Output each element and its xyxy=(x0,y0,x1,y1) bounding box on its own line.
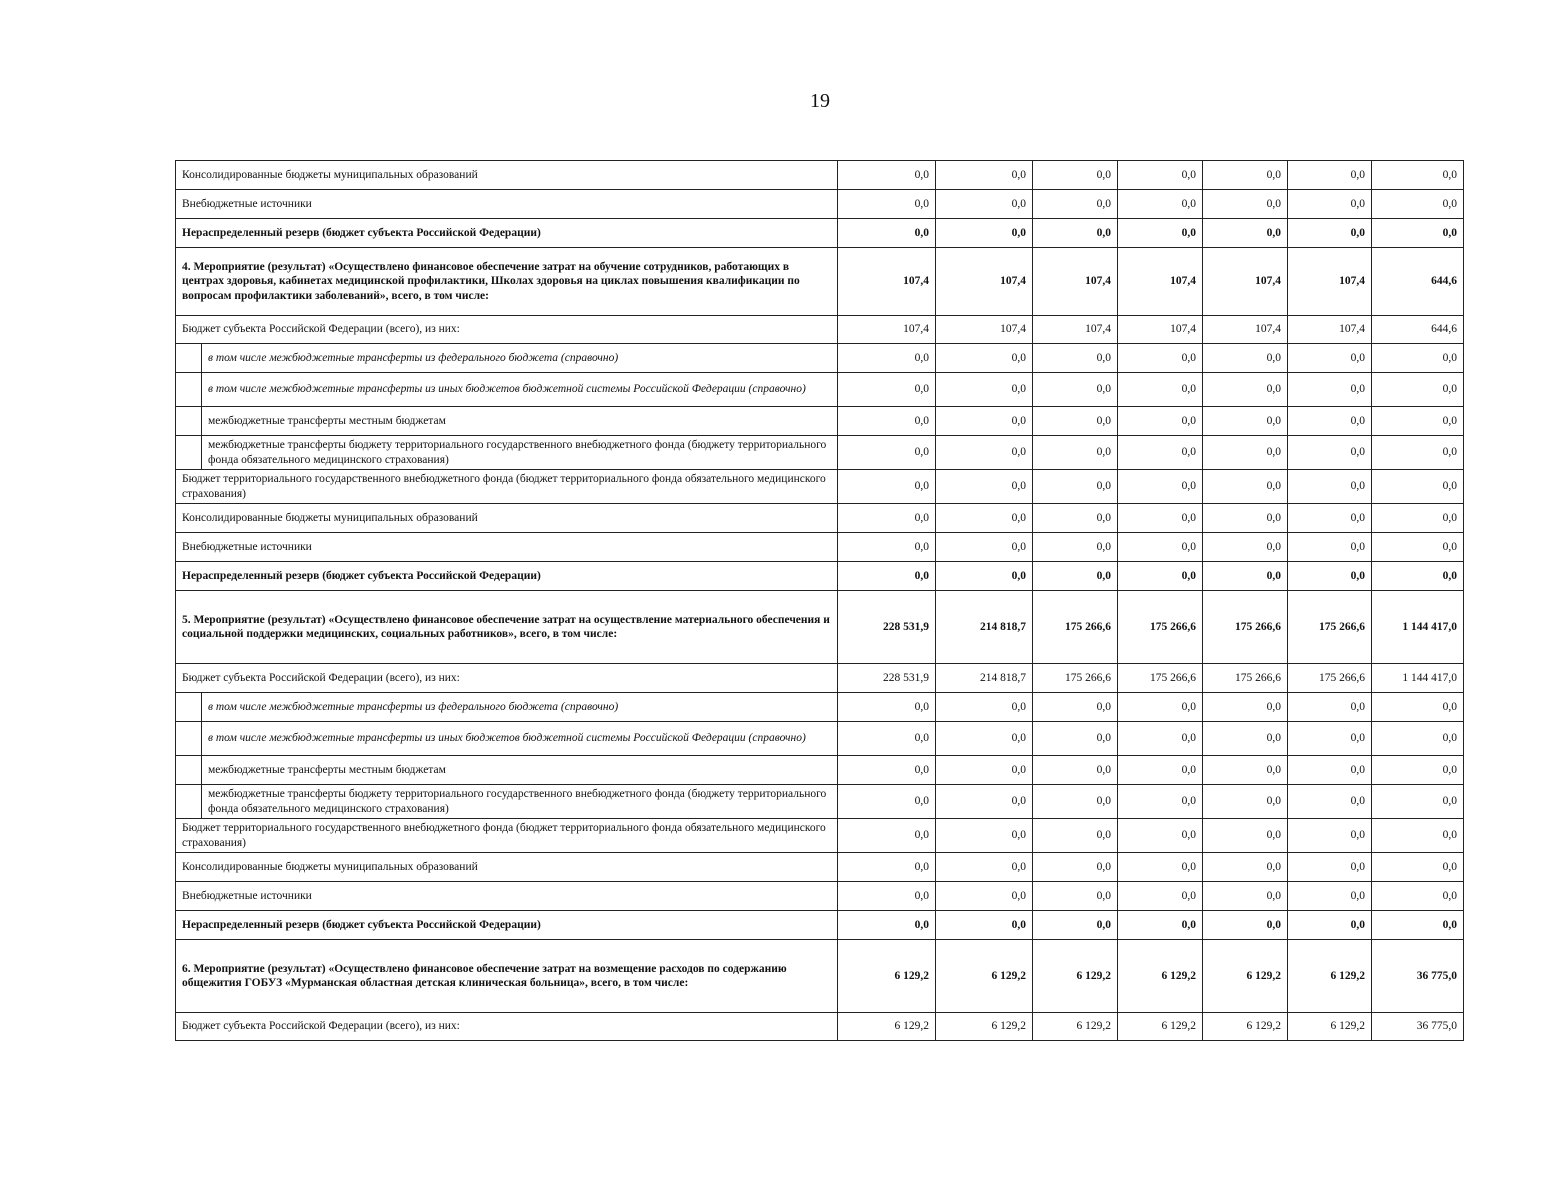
table-row xyxy=(176,693,1464,722)
value-cell: 0,0 xyxy=(1203,785,1288,819)
value-cell: 0,0 xyxy=(1118,436,1203,470)
value-cell: 6 129,2 xyxy=(1033,1013,1118,1041)
value-cell: 0,0 xyxy=(1288,470,1372,504)
value-cell: 6 129,2 xyxy=(1033,940,1118,1013)
value-cell: 107,4 xyxy=(838,316,936,344)
value-cell: 0,0 xyxy=(1372,785,1464,819)
value-cell: 0,0 xyxy=(1288,722,1372,756)
row-label: в том числе межбюджетные трансферты из федерального бюджета (справочно) xyxy=(202,693,838,722)
page-number: 19 xyxy=(810,90,830,112)
value-cell: 228 531,9 xyxy=(838,591,936,664)
value-cell: 0,0 xyxy=(936,722,1033,756)
row-label: Консолидированные бюджеты муниципальных образований xyxy=(176,504,838,533)
value-cell: 0,0 xyxy=(1372,819,1464,853)
value-cell: 0,0 xyxy=(1288,562,1372,591)
indent-cell xyxy=(176,722,202,756)
value-cell: 107,4 xyxy=(936,316,1033,344)
value-cell: 6 129,2 xyxy=(936,1013,1033,1041)
value-cell: 175 266,6 xyxy=(1118,664,1203,693)
table-row xyxy=(176,785,1464,819)
value-cell: 0,0 xyxy=(1033,190,1118,219)
table-row xyxy=(176,940,1464,1013)
budget-table xyxy=(175,160,1464,1041)
table-row xyxy=(176,344,1464,373)
table-row xyxy=(176,882,1464,911)
value-cell: 175 266,6 xyxy=(1288,591,1372,664)
value-cell: 0,0 xyxy=(1203,407,1288,436)
row-label: Бюджет субъекта Российской Федерации (всего), из них: xyxy=(176,316,838,344)
value-cell: 6 129,2 xyxy=(838,940,936,1013)
row-label: Внебюджетные источники xyxy=(176,190,838,219)
row-label: межбюджетные трансферты бюджету территориального государственного внебюджетного фонда (бюджету территориального фонда обязательного медицинского страхования) xyxy=(202,785,838,819)
row-label: Нераспределенный резерв (бюджет субъекта Российской Федерации) xyxy=(176,219,838,248)
value-cell: 0,0 xyxy=(936,882,1033,911)
value-cell: 0,0 xyxy=(1203,344,1288,373)
row-label: Нераспределенный резерв (бюджет субъекта Российской Федерации) xyxy=(176,562,838,591)
row-label: Внебюджетные источники xyxy=(176,533,838,562)
value-cell: 0,0 xyxy=(1118,219,1203,248)
value-cell: 0,0 xyxy=(838,190,936,219)
value-cell: 0,0 xyxy=(838,853,936,882)
value-cell: 214 818,7 xyxy=(936,591,1033,664)
value-cell: 0,0 xyxy=(1033,756,1118,785)
value-cell: 0,0 xyxy=(1288,407,1372,436)
table-row xyxy=(176,436,1464,470)
value-cell: 0,0 xyxy=(1203,853,1288,882)
value-cell: 0,0 xyxy=(1118,344,1203,373)
value-cell: 107,4 xyxy=(1118,316,1203,344)
value-cell: 107,4 xyxy=(1288,316,1372,344)
value-cell: 0,0 xyxy=(1372,756,1464,785)
value-cell: 0,0 xyxy=(1372,722,1464,756)
value-cell: 0,0 xyxy=(1372,504,1464,533)
row-label: 5. Мероприятие (результат) «Осуществлено финансовое обеспечение затрат на осуществление материального обеспечения и социальной поддержки медицинских, социальных работников», всего, в том числе: xyxy=(176,591,838,664)
table-row xyxy=(176,819,1464,853)
value-cell: 0,0 xyxy=(1033,911,1118,940)
value-cell: 0,0 xyxy=(838,562,936,591)
value-cell: 107,4 xyxy=(838,248,936,316)
value-cell: 0,0 xyxy=(1118,693,1203,722)
value-cell: 107,4 xyxy=(1118,248,1203,316)
value-cell: 0,0 xyxy=(838,785,936,819)
value-cell: 0,0 xyxy=(1033,373,1118,407)
value-cell: 0,0 xyxy=(1372,436,1464,470)
table-row xyxy=(176,756,1464,785)
value-cell: 0,0 xyxy=(1372,911,1464,940)
value-cell: 0,0 xyxy=(838,219,936,248)
value-cell: 6 129,2 xyxy=(936,940,1033,1013)
value-cell: 0,0 xyxy=(838,756,936,785)
row-label: Нераспределенный резерв (бюджет субъекта Российской Федерации) xyxy=(176,911,838,940)
value-cell: 0,0 xyxy=(936,756,1033,785)
value-cell: 0,0 xyxy=(838,504,936,533)
value-cell: 0,0 xyxy=(1288,756,1372,785)
value-cell: 0,0 xyxy=(838,436,936,470)
value-cell: 0,0 xyxy=(1118,882,1203,911)
row-label: Бюджет территориального государственного внебюджетного фонда (бюджет территориального фонда обязательного медицинского страхования) xyxy=(176,819,838,853)
table-row xyxy=(176,533,1464,562)
value-cell: 0,0 xyxy=(1033,407,1118,436)
value-cell: 0,0 xyxy=(936,407,1033,436)
value-cell: 107,4 xyxy=(1203,316,1288,344)
indent-cell xyxy=(176,693,202,722)
value-cell: 0,0 xyxy=(838,373,936,407)
row-label: в том числе межбюджетные трансферты из иных бюджетов бюджетной системы Российской Федерации (справочно) xyxy=(202,373,838,407)
value-cell: 0,0 xyxy=(1033,470,1118,504)
indent-cell xyxy=(176,756,202,785)
value-cell: 0,0 xyxy=(1203,219,1288,248)
value-cell: 0,0 xyxy=(1288,693,1372,722)
value-cell: 0,0 xyxy=(1033,161,1118,190)
value-cell: 0,0 xyxy=(1118,533,1203,562)
value-cell: 0,0 xyxy=(1288,161,1372,190)
value-cell: 0,0 xyxy=(1288,533,1372,562)
value-cell: 0,0 xyxy=(1203,436,1288,470)
table-row xyxy=(176,562,1464,591)
table-row xyxy=(176,190,1464,219)
value-cell: 0,0 xyxy=(1033,722,1118,756)
value-cell: 0,0 xyxy=(936,373,1033,407)
value-cell: 107,4 xyxy=(1203,248,1288,316)
value-cell: 36 775,0 xyxy=(1372,940,1464,1013)
value-cell: 0,0 xyxy=(1033,219,1118,248)
value-cell: 0,0 xyxy=(1033,562,1118,591)
value-cell: 0,0 xyxy=(1372,407,1464,436)
value-cell: 0,0 xyxy=(1372,693,1464,722)
table-row xyxy=(176,504,1464,533)
value-cell: 0,0 xyxy=(1118,819,1203,853)
value-cell: 0,0 xyxy=(1288,911,1372,940)
value-cell: 0,0 xyxy=(1288,785,1372,819)
table-row xyxy=(176,316,1464,344)
value-cell: 0,0 xyxy=(838,161,936,190)
value-cell: 0,0 xyxy=(1372,190,1464,219)
value-cell: 0,0 xyxy=(1372,882,1464,911)
value-cell: 0,0 xyxy=(936,785,1033,819)
value-cell: 0,0 xyxy=(1288,504,1372,533)
value-cell: 0,0 xyxy=(1203,882,1288,911)
value-cell: 0,0 xyxy=(936,436,1033,470)
value-cell: 0,0 xyxy=(1033,504,1118,533)
row-label: 4. Мероприятие (результат) «Осуществлено финансовое обеспечение затрат на обучение сотрудников, работающих в центрах здоровья, кабинетах медицинской профилактики, Школах здоровья на циклах повышения квалификации по вопросам профилактики заболеваний», всего, в том числе: xyxy=(176,248,838,316)
value-cell: 0,0 xyxy=(1118,911,1203,940)
value-cell: 0,0 xyxy=(1203,756,1288,785)
value-cell: 0,0 xyxy=(1288,853,1372,882)
value-cell: 175 266,6 xyxy=(1033,664,1118,693)
value-cell: 0,0 xyxy=(936,819,1033,853)
value-cell: 107,4 xyxy=(1033,248,1118,316)
value-cell: 0,0 xyxy=(1372,161,1464,190)
value-cell: 6 129,2 xyxy=(1118,1013,1203,1041)
row-label: Бюджет субъекта Российской Федерации (всего), из них: xyxy=(176,664,838,693)
value-cell: 0,0 xyxy=(1203,470,1288,504)
row-label: 6. Мероприятие (результат) «Осуществлено финансовое обеспечение затрат на возмещение расходов по содержанию общежития ГОБУЗ «Мурманская областная детская клиническая больница», всего, в том числе: xyxy=(176,940,838,1013)
value-cell: 0,0 xyxy=(1203,819,1288,853)
row-label: Консолидированные бюджеты муниципальных образований xyxy=(176,853,838,882)
value-cell: 0,0 xyxy=(1118,504,1203,533)
value-cell: 0,0 xyxy=(1203,190,1288,219)
value-cell: 228 531,9 xyxy=(838,664,936,693)
value-cell: 214 818,7 xyxy=(936,664,1033,693)
value-cell: 36 775,0 xyxy=(1372,1013,1464,1041)
value-cell: 0,0 xyxy=(1033,693,1118,722)
value-cell: 0,0 xyxy=(1118,722,1203,756)
value-cell: 0,0 xyxy=(936,533,1033,562)
value-cell: 0,0 xyxy=(1118,785,1203,819)
value-cell: 6 129,2 xyxy=(1118,940,1203,1013)
value-cell: 0,0 xyxy=(1372,853,1464,882)
indent-cell xyxy=(176,785,202,819)
value-cell: 0,0 xyxy=(838,911,936,940)
value-cell: 0,0 xyxy=(1203,911,1288,940)
row-label: межбюджетные трансферты бюджету территориального государственного внебюджетного фонда (бюджету территориального фонда обязательного медицинского страхования) xyxy=(202,436,838,470)
value-cell: 0,0 xyxy=(1033,882,1118,911)
value-cell: 6 129,2 xyxy=(1288,940,1372,1013)
value-cell: 0,0 xyxy=(1033,436,1118,470)
value-cell: 0,0 xyxy=(1288,819,1372,853)
value-cell: 1 144 417,0 xyxy=(1372,664,1464,693)
value-cell: 0,0 xyxy=(936,911,1033,940)
value-cell: 175 266,6 xyxy=(1118,591,1203,664)
value-cell: 644,6 xyxy=(1372,248,1464,316)
value-cell: 0,0 xyxy=(1372,373,1464,407)
value-cell: 107,4 xyxy=(1288,248,1372,316)
value-cell: 0,0 xyxy=(1288,190,1372,219)
value-cell: 0,0 xyxy=(1288,373,1372,407)
value-cell: 0,0 xyxy=(1118,190,1203,219)
value-cell: 644,6 xyxy=(1372,316,1464,344)
value-cell: 0,0 xyxy=(1203,533,1288,562)
value-cell: 0,0 xyxy=(1033,819,1118,853)
row-label: межбюджетные трансферты местным бюджетам xyxy=(202,407,838,436)
value-cell: 6 129,2 xyxy=(838,1013,936,1041)
value-cell: 0,0 xyxy=(1033,853,1118,882)
value-cell: 0,0 xyxy=(1033,533,1118,562)
value-cell: 0,0 xyxy=(936,161,1033,190)
table-row xyxy=(176,591,1464,664)
row-label: Бюджет субъекта Российской Федерации (всего), из них: xyxy=(176,1013,838,1041)
value-cell: 0,0 xyxy=(838,722,936,756)
value-cell: 0,0 xyxy=(1203,504,1288,533)
value-cell: 0,0 xyxy=(936,190,1033,219)
value-cell: 175 266,6 xyxy=(1033,591,1118,664)
value-cell: 0,0 xyxy=(1118,470,1203,504)
value-cell: 0,0 xyxy=(1372,533,1464,562)
table-body xyxy=(176,161,1464,1041)
value-cell: 0,0 xyxy=(936,853,1033,882)
table-row xyxy=(176,664,1464,693)
value-cell: 0,0 xyxy=(1372,562,1464,591)
value-cell: 0,0 xyxy=(936,504,1033,533)
value-cell: 0,0 xyxy=(936,693,1033,722)
value-cell: 0,0 xyxy=(1203,722,1288,756)
table-row xyxy=(176,470,1464,504)
value-cell: 0,0 xyxy=(936,219,1033,248)
value-cell: 0,0 xyxy=(1288,344,1372,373)
value-cell: 0,0 xyxy=(936,344,1033,373)
value-cell: 0,0 xyxy=(1118,562,1203,591)
value-cell: 0,0 xyxy=(1118,853,1203,882)
value-cell: 6 129,2 xyxy=(1203,1013,1288,1041)
value-cell: 175 266,6 xyxy=(1203,591,1288,664)
row-label: Консолидированные бюджеты муниципальных образований xyxy=(176,161,838,190)
value-cell: 0,0 xyxy=(1372,344,1464,373)
row-label: в том числе межбюджетные трансферты из федерального бюджета (справочно) xyxy=(202,344,838,373)
value-cell: 0,0 xyxy=(1288,219,1372,248)
indent-cell xyxy=(176,436,202,470)
table-row xyxy=(176,161,1464,190)
value-cell: 0,0 xyxy=(1203,562,1288,591)
row-label: в том числе межбюджетные трансферты из иных бюджетов бюджетной системы Российской Федерации (справочно) xyxy=(202,722,838,756)
value-cell: 0,0 xyxy=(1288,436,1372,470)
value-cell: 0,0 xyxy=(1118,161,1203,190)
table-row xyxy=(176,373,1464,407)
value-cell: 0,0 xyxy=(1033,785,1118,819)
table-row xyxy=(176,219,1464,248)
value-cell: 0,0 xyxy=(838,693,936,722)
value-cell: 0,0 xyxy=(936,562,1033,591)
table-row xyxy=(176,248,1464,316)
value-cell: 0,0 xyxy=(838,344,936,373)
value-cell: 6 129,2 xyxy=(1203,940,1288,1013)
table-row xyxy=(176,407,1464,436)
value-cell: 0,0 xyxy=(1203,161,1288,190)
row-label: межбюджетные трансферты местным бюджетам xyxy=(202,756,838,785)
value-cell: 0,0 xyxy=(1118,756,1203,785)
row-label: Бюджет территориального государственного внебюджетного фонда (бюджет территориального фонда обязательного медицинского страхования) xyxy=(176,470,838,504)
row-label: Внебюджетные источники xyxy=(176,882,838,911)
indent-cell xyxy=(176,373,202,407)
value-cell: 6 129,2 xyxy=(1288,1013,1372,1041)
value-cell: 0,0 xyxy=(1033,344,1118,373)
value-cell: 0,0 xyxy=(838,819,936,853)
value-cell: 175 266,6 xyxy=(1203,664,1288,693)
value-cell: 0,0 xyxy=(1118,373,1203,407)
table-row xyxy=(176,853,1464,882)
value-cell: 0,0 xyxy=(1118,407,1203,436)
table-row xyxy=(176,722,1464,756)
indent-cell xyxy=(176,407,202,436)
indent-cell xyxy=(176,344,202,373)
value-cell: 0,0 xyxy=(936,470,1033,504)
value-cell: 175 266,6 xyxy=(1288,664,1372,693)
value-cell: 107,4 xyxy=(936,248,1033,316)
value-cell: 0,0 xyxy=(1372,219,1464,248)
value-cell: 0,0 xyxy=(1372,470,1464,504)
value-cell: 0,0 xyxy=(1288,882,1372,911)
value-cell: 107,4 xyxy=(1033,316,1118,344)
table-row xyxy=(176,1013,1464,1041)
value-cell: 0,0 xyxy=(838,470,936,504)
value-cell: 0,0 xyxy=(1203,373,1288,407)
value-cell: 0,0 xyxy=(838,533,936,562)
value-cell: 0,0 xyxy=(838,407,936,436)
value-cell: 0,0 xyxy=(1203,693,1288,722)
table-row xyxy=(176,911,1464,940)
value-cell: 1 144 417,0 xyxy=(1372,591,1464,664)
value-cell: 0,0 xyxy=(838,882,936,911)
